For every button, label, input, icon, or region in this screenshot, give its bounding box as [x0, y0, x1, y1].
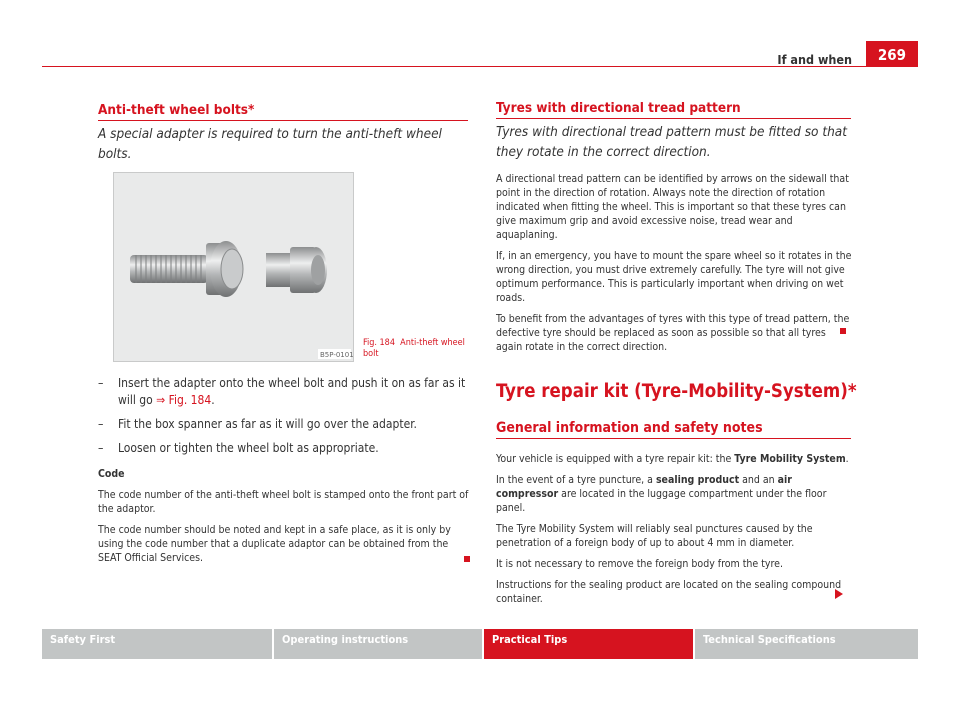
directional-paragraph-2: If, in an emergency, you have to mount the spare wheel so it rotates in the wrong direction, you must drive extremely carefully. The tyre will not give optimum performance. This is particularly important when driving on wet roads.: [496, 250, 852, 304]
end-marker-square: [840, 328, 846, 334]
step-1: – Insert the adapter onto the wheel bolt and push it on as far as it will go ⇒ Fig. 184.: [98, 376, 466, 407]
code-paragraph-2: The code number should be noted and kept in a safe place, as it is only by using the code number that a duplicate adaptor can be obtained from the SEAT Official Services.: [98, 524, 451, 564]
footer-tab-operating-instructions[interactable]: Operating instructions: [274, 629, 482, 659]
subheading-general-info: General information and safety notes: [496, 420, 763, 436]
footer-tab-practical-tips[interactable]: Practical Tips: [484, 629, 693, 659]
code-section: [98, 467, 470, 572]
step-1-text: Insert the adapter onto the wheel bolt and push it on as far as it will go: [118, 376, 466, 407]
section-heading-anti-theft: Anti-theft wheel bolts*: [98, 102, 255, 118]
directional-body: [496, 172, 852, 361]
directional-paragraph-1: A directional tread pattern can be identified by arrows on the sidewall that point in the direction of rotation. Always note the direction of rotation indicated when fitting the wheel. This is important so that these tyres can give maximum grip and avoid excessive noise, tread wear and aquaplaning.: [496, 173, 849, 241]
figure-caption-label: Fig. 184: [363, 338, 395, 348]
figure-code: B5P-0101: [320, 351, 353, 359]
page-number: 269: [866, 41, 918, 67]
section-rule: [496, 118, 851, 119]
figure-caption: [363, 338, 473, 360]
repair-paragraph-1: Your vehicle is equipped with a tyre repair kit: the Tyre Mobility System.: [496, 453, 849, 465]
chapter-title: If and when: [777, 52, 852, 67]
continue-arrow-icon: [835, 589, 843, 599]
directional-paragraph-3: To benefit from the advantages of tyres with this type of tread pattern, the defective tyre should be replaced as soon as possible so that all tyres again rotate in the correct direction.: [496, 313, 850, 353]
footer-tab-technical-specifications[interactable]: Technical Specifications: [695, 629, 918, 659]
fig-ref-link[interactable]: ⇒ Fig. 184: [156, 393, 212, 407]
step-2: – Fit the box spanner as far as it will go over the adapter.: [98, 417, 417, 431]
figure-anti-theft-bolt: [113, 172, 354, 362]
step-3-text: Loosen or tighten the wheel bolt as appropriate.: [118, 441, 379, 455]
step-2-text: Fit the box spanner as far as it will go over the adapter.: [118, 417, 417, 431]
footer-tab-safety-first[interactable]: Safety First: [42, 629, 272, 659]
lead-directional: Tyres with directional tread pattern must be fitted so that they rotate in the correct direction.: [496, 124, 847, 160]
lead-anti-theft: A special adapter is required to turn the anti-theft wheel bolts.: [98, 126, 442, 162]
figure-caption-text: Anti-theft wheel bolt: [363, 338, 465, 359]
repair-paragraph-5: Instructions for the sealing product are located on the sealing compound container.: [496, 579, 842, 605]
repair-paragraph-4: It is not necessary to remove the foreign body from the tyre.: [496, 558, 783, 570]
step-3: – Loosen or tighten the wheel bolt as appropriate.: [98, 441, 379, 455]
end-marker-square: [464, 556, 470, 562]
code-paragraph-1: The code number of the anti-theft wheel bolt is stamped onto the front part of the adaptor.: [98, 489, 469, 515]
repair-paragraph-3: The Tyre Mobility System will reliably seal punctures caused by the penetration of a foreign body of up to about 4 mm in diameter.: [496, 523, 813, 549]
code-heading: Code: [98, 468, 125, 480]
section-rule: [98, 120, 468, 121]
adapter: [266, 253, 294, 287]
bolt-illustration: [114, 173, 353, 361]
tyre-repair-body: [496, 452, 852, 613]
chapter-heading-tyre-repair: Tyre repair kit (Tyre-Mobility-System)*: [496, 381, 857, 402]
section-heading-directional: Tyres with directional tread pattern: [496, 100, 741, 116]
repair-paragraph-2: In the event of a tyre puncture, a sealing product and an air compressor are located in the luggage compartment under the floor panel.: [496, 474, 827, 514]
section-rule: [496, 438, 851, 439]
